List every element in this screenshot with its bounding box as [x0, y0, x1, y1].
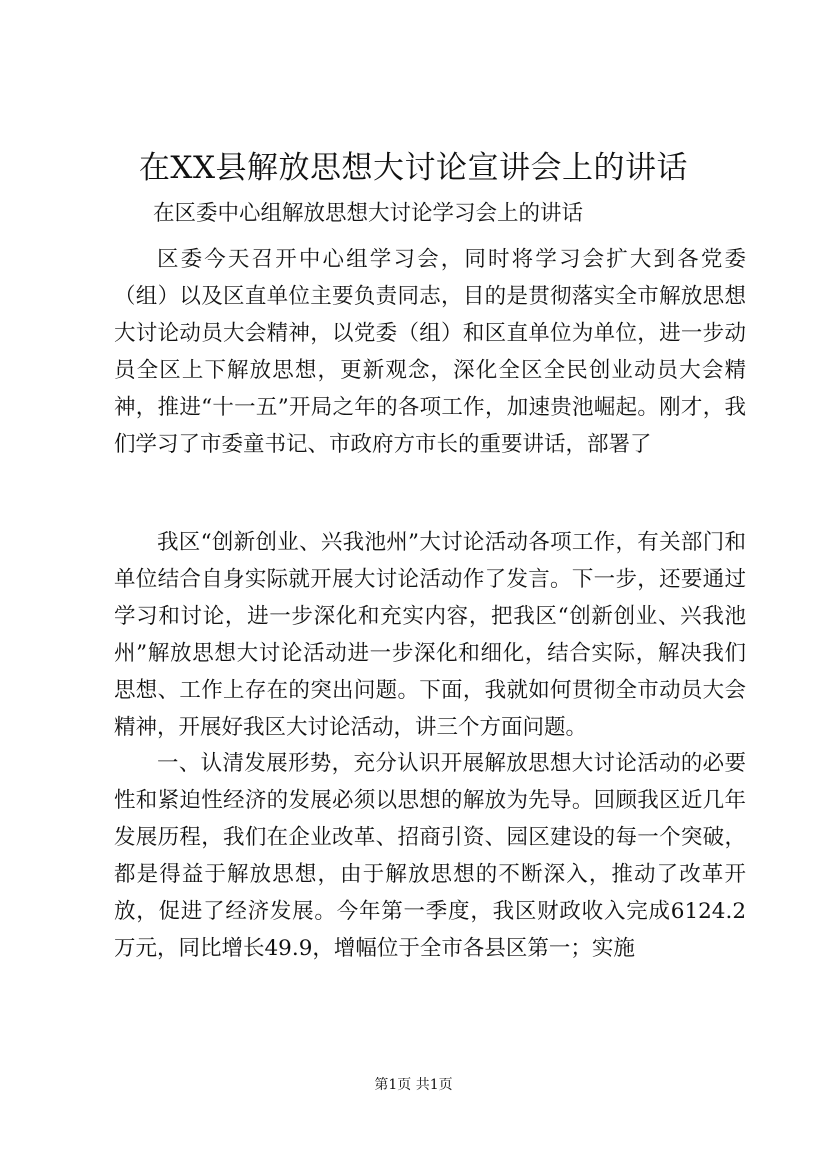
- paragraph: 区委今天召开中心组学习会，同时将学习会扩大到各党委（组）以及区直单位主要负责同志，目的是贯彻落实全市解放思想大讨论动员大会精神，以党委（组）和区直单位为单位，进一步动员全区上下解放思想，更新观念，深化全区全民创业动员大会精神，推进“十一五”开局之年的各项工作，加速贵池崛起。刚才，我们学习了市委童书记、市政府方市长的重要讲话，部署了: [114, 247, 746, 457]
- page-number-footer: 第1页 共1页: [374, 1077, 453, 1093]
- document-subtitle: 在区委中心组解放思想大讨论学习会上的讲话: [153, 201, 584, 226]
- document-title: 在XX县解放思想大讨论宣讲会上的讲话: [138, 150, 689, 186]
- paragraph: 我区“创新创业、兴我池州”大讨论活动各项工作，有关部门和单位结合自身实际就开展大讨论活动作了发言。下一步，还要通过学习和讨论，进一步深化和充实内容，把我区“创新创业、兴我池州”解放思想大讨论活动进一步深化和细化，结合实际，解决我们思想、工作上存在的突出问题。下面，我就如何贯彻全市动员大会精神，开展好我区大讨论活动，讲三个方面问题。: [114, 530, 746, 740]
- paragraph: 一、认清发展形势，充分认识开展解放思想大讨论活动的必要性和紧迫性经济的发展必须以思想的解放为先导。回顾我区近几年发展历程，我们在企业改革、招商引资、园区建设的每一个突破，都是得益于解放思想，由于解放思想的不断深入，推动了改革开放，促进了经济发展。今年第一季度，我区财政收入完成6124.2万元，同比增长49.9，增幅位于全市各县区第一；实施: [114, 751, 746, 961]
